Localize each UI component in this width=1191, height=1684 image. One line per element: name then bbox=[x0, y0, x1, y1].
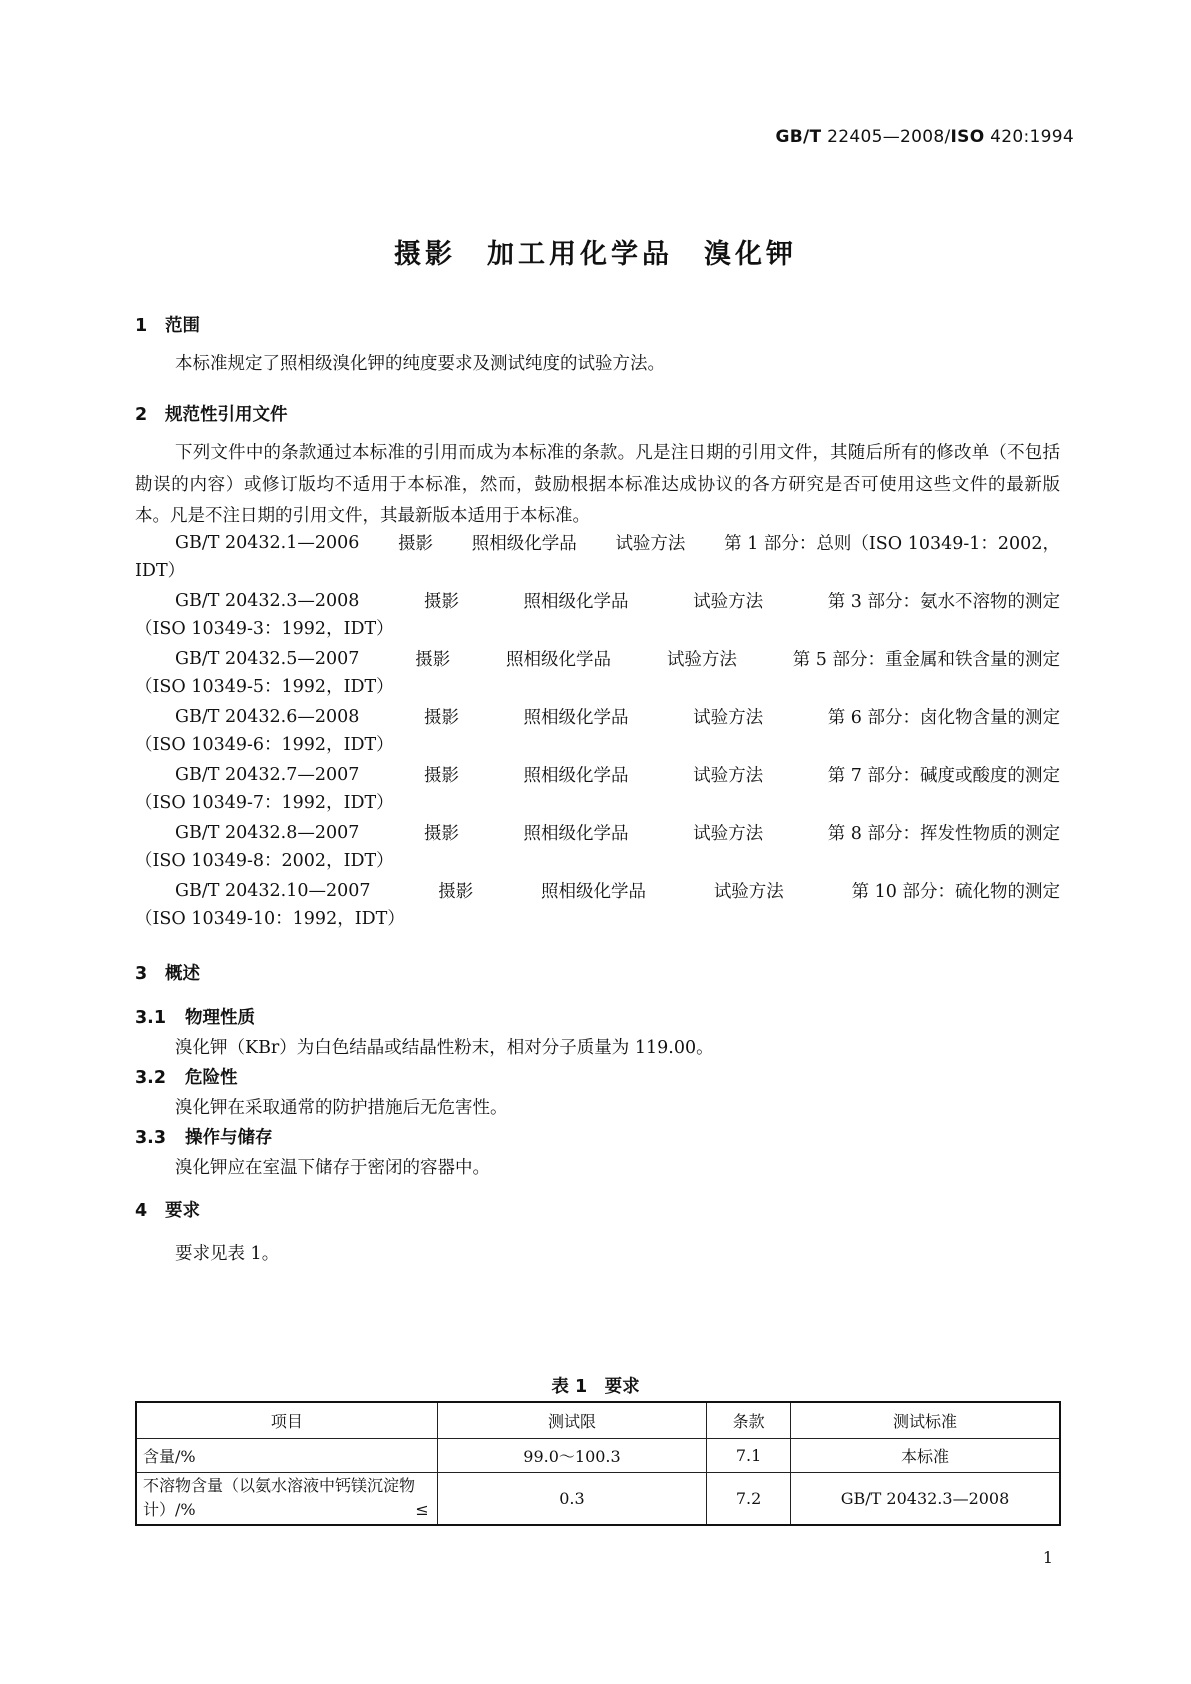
reference-segment: 照相级化学品 bbox=[471, 534, 577, 554]
reference-segment: GB/T 20432.1—2006 bbox=[175, 532, 360, 553]
reference-segment: 第 7 部分：碱度或酸度的测定 bbox=[827, 766, 1060, 786]
table-header-row bbox=[136, 1402, 1060, 1439]
reference-segment: 照相级化学品 bbox=[506, 650, 612, 670]
code-part: ISO bbox=[950, 127, 985, 147]
cell-item: 含量/% bbox=[136, 1439, 437, 1473]
subsection-heading-3-3 bbox=[135, 1124, 273, 1149]
reference-line bbox=[135, 528, 1060, 557]
reference-segment: 照相级化学品 bbox=[523, 592, 629, 612]
storage-text: 溴化钾应在室温下储存于密闭的容器中。 bbox=[175, 1158, 490, 1178]
reference-segment: 照相级化学品 bbox=[523, 824, 629, 844]
reference-list bbox=[135, 528, 1060, 934]
reference-item bbox=[135, 528, 1060, 586]
reference-segment: 摄影 bbox=[415, 650, 451, 670]
code-part: GB/T bbox=[775, 127, 822, 147]
reference-segment: 试验方法 bbox=[615, 534, 686, 554]
document-code bbox=[776, 127, 1074, 147]
section-number: 3 bbox=[135, 964, 148, 984]
reference-segment: 摄影 bbox=[398, 534, 434, 554]
column-header: 项目 bbox=[136, 1402, 437, 1439]
column-header: 测试限 bbox=[437, 1402, 706, 1439]
column-header: 条款 bbox=[707, 1402, 791, 1439]
table-row bbox=[136, 1439, 1060, 1473]
reference-continuation: （ISO 10349-8：2002，IDT） bbox=[135, 851, 394, 871]
reference-segment: 照相级化学品 bbox=[523, 708, 629, 728]
reference-segment: 第 8 部分：挥发性物质的测定 bbox=[827, 824, 1060, 844]
subsection-heading-3-2 bbox=[135, 1064, 238, 1089]
section-number: 3.1 bbox=[135, 1008, 167, 1028]
reference-continuation: IDT） bbox=[135, 561, 186, 581]
reference-continuation: （ISO 10349-10：1992，IDT） bbox=[135, 909, 405, 929]
reference-segment: GB/T 20432.6—2008 bbox=[175, 706, 360, 727]
item-text: 不溶物含量（以氨水溶液中钙镁沉淀物计）/% bbox=[143, 1476, 416, 1520]
section-title: 范围 bbox=[165, 316, 200, 336]
reference-line bbox=[135, 818, 1060, 847]
reference-line bbox=[135, 586, 1060, 615]
reference-segment: 摄影 bbox=[423, 592, 459, 612]
leq-symbol: ≤ bbox=[415, 1499, 429, 1519]
physical-properties-text: 溴化钾（KBr）为白色结晶或结晶性粉末，相对分子质量为 119.00。 bbox=[175, 1038, 714, 1058]
requirements-text: 要求见表 1。 bbox=[175, 1244, 280, 1264]
code-part: 22405—2008/ bbox=[821, 127, 951, 147]
reference-line bbox=[135, 644, 1060, 673]
section-number: 1 bbox=[135, 316, 148, 336]
reference-segment: 摄影 bbox=[423, 824, 459, 844]
section-heading-2 bbox=[135, 401, 288, 426]
reference-segment: GB/T 20432.8—2007 bbox=[175, 822, 360, 843]
reference-line bbox=[135, 876, 1060, 905]
cell-limit: 99.0～100.3 bbox=[437, 1439, 706, 1473]
reference-segment: 第 6 部分：卤化物含量的测定 bbox=[827, 708, 1060, 728]
reference-continuation: （ISO 10349-3：1992，IDT） bbox=[135, 619, 394, 639]
reference-segment: 摄影 bbox=[438, 882, 474, 902]
reference-segment: 试验方法 bbox=[693, 766, 764, 786]
section-title: 操作与储存 bbox=[185, 1128, 273, 1148]
reference-segment: GB/T 20432.7—2007 bbox=[175, 764, 360, 785]
section-title: 危险性 bbox=[185, 1068, 238, 1088]
reference-segment: 照相级化学品 bbox=[541, 882, 647, 902]
reference-segment: GB/T 20432.10—2007 bbox=[175, 880, 371, 901]
section-heading-3 bbox=[135, 960, 200, 985]
cell-standard: GB/T 20432.3—2008 bbox=[791, 1473, 1060, 1525]
table-caption: 表 1 要求 bbox=[551, 1377, 640, 1397]
subsection-heading-3-1 bbox=[135, 1004, 255, 1029]
section-title: 要求 bbox=[165, 1201, 200, 1221]
hazards-text: 溴化钾在采取通常的防护措施后无危害性。 bbox=[175, 1098, 508, 1118]
reference-segment: GB/T 20432.3—2008 bbox=[175, 590, 360, 611]
section-heading-4 bbox=[135, 1197, 200, 1222]
reference-continuation: （ISO 10349-7：1992，IDT） bbox=[135, 793, 394, 813]
section-number: 4 bbox=[135, 1201, 148, 1221]
reference-segment: 试验方法 bbox=[666, 650, 737, 670]
reference-segment: 试验方法 bbox=[693, 824, 764, 844]
section-heading-1 bbox=[135, 312, 200, 337]
reference-segment: 摄影 bbox=[423, 708, 459, 728]
cell-standard: 本标准 bbox=[791, 1439, 1060, 1473]
cell-limit: 0.3 bbox=[437, 1473, 706, 1525]
cell-clause: 7.2 bbox=[707, 1473, 791, 1525]
reference-segment: 第 10 部分：硫化物的测定 bbox=[851, 882, 1060, 902]
reference-continuation: （ISO 10349-6：1992，IDT） bbox=[135, 735, 394, 755]
cell-clause: 7.1 bbox=[707, 1439, 791, 1473]
column-header: 测试标准 bbox=[791, 1402, 1060, 1439]
reference-segment: 照相级化学品 bbox=[523, 766, 629, 786]
reference-segment: GB/T 20432.5—2007 bbox=[175, 648, 360, 669]
reference-segment: 第 3 部分：氨水不溶物的测定 bbox=[827, 592, 1060, 612]
reference-item bbox=[135, 818, 1060, 876]
section-title: 规范性引用文件 bbox=[165, 405, 288, 425]
page-number: 1 bbox=[1042, 1548, 1053, 1567]
code-part: 420:1994 bbox=[984, 127, 1074, 147]
section-title: 物理性质 bbox=[185, 1008, 255, 1028]
reference-line bbox=[135, 702, 1060, 731]
reference-segment: 摄影 bbox=[423, 766, 459, 786]
reference-item bbox=[135, 760, 1060, 818]
reference-line bbox=[135, 760, 1060, 789]
reference-item bbox=[135, 644, 1060, 702]
section-number: 3.3 bbox=[135, 1128, 167, 1148]
reference-segment: 试验方法 bbox=[693, 708, 764, 728]
requirements-table bbox=[135, 1401, 1061, 1526]
reference-segment: 第 5 部分：重金属和铁含量的测定 bbox=[792, 650, 1060, 670]
references-intro: 下列文件中的条款通过本标准的引用而成为本标准的条款。凡是注日期的引用文件，其随后所有的修改单（不包括勘误的内容）或修订版均不适用于本标准，然而，鼓励根据本标准达成协议的各方研究是否可使用这些文件的最新版本。凡是不注日期的引用文件，其最新版本适用于本标准。 bbox=[135, 443, 1060, 526]
document-title: 摄影 加工用化学品 溴化钾 bbox=[394, 239, 797, 270]
section-title: 概述 bbox=[165, 964, 200, 984]
reference-item bbox=[135, 702, 1060, 760]
section-number: 2 bbox=[135, 405, 148, 425]
reference-continuation: （ISO 10349-5：1992，IDT） bbox=[135, 677, 394, 697]
reference-segment: 试验方法 bbox=[713, 882, 784, 902]
reference-segment: 第 1 部分：总则（ISO 10349-1：2002， bbox=[724, 534, 1060, 554]
scope-paragraph: 本标准规定了照相级溴化钾的纯度要求及测试纯度的试验方法。 bbox=[175, 354, 665, 374]
reference-item bbox=[135, 586, 1060, 644]
table-row bbox=[136, 1473, 1060, 1525]
reference-item bbox=[135, 876, 1060, 934]
cell-item bbox=[136, 1473, 437, 1525]
section-number: 3.2 bbox=[135, 1068, 167, 1088]
reference-segment: 试验方法 bbox=[693, 592, 764, 612]
